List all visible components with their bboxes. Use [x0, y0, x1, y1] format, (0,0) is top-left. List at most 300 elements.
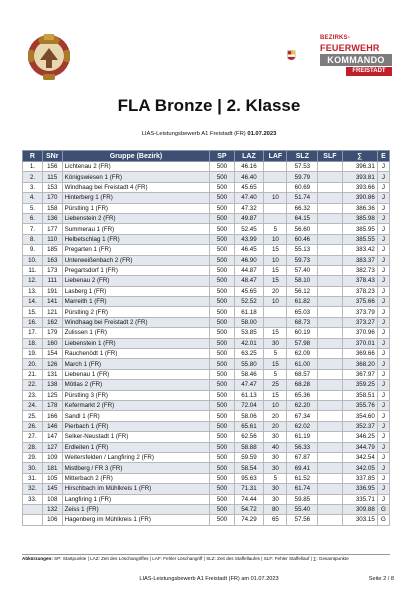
table-row [23, 369, 390, 379]
cell-col-e: J [377, 432, 389, 442]
cell-col-laz: 47.47 [234, 380, 264, 390]
cell-col-laf: 15 [264, 245, 287, 255]
table-row [23, 442, 390, 452]
cell-col-e: J [377, 245, 389, 255]
abbreviations-note [22, 554, 390, 561]
cell-col-e: J [377, 182, 389, 192]
cell-col-group: Pregarten 1 (FR) [62, 245, 210, 255]
table-row [23, 359, 390, 369]
cell-col-total: 373.79 [342, 307, 377, 317]
cell-col-laz: 58.46 [234, 369, 264, 379]
cell-col-total: 378.43 [342, 276, 377, 286]
cell-col-laz: 71.31 [234, 484, 264, 494]
cell-col-laf: 5 [264, 369, 287, 379]
cell-col-laf: 30 [264, 452, 287, 462]
cell-col-total: 370.96 [342, 328, 377, 338]
cell-col-start-number: 105 [42, 473, 62, 483]
cell-col-slz: 68.73 [287, 317, 318, 327]
cell-col-start-number: 147 [42, 432, 62, 442]
cell-col-start-number: 141 [42, 297, 62, 307]
cell-col-rank: 6. [23, 213, 43, 223]
cell-col-slz: 66.32 [287, 203, 318, 213]
cell-col-laf: 10 [264, 400, 287, 410]
cell-col-rank: 7. [23, 224, 43, 234]
table-row [23, 265, 390, 275]
table-row [23, 297, 390, 307]
cell-col-start-points: 500 [210, 234, 234, 244]
cell-col-laf: 65 [264, 515, 287, 525]
district-command-crest-icon [287, 34, 317, 78]
cell-col-total: 378.23 [342, 286, 377, 296]
cell-col-e: J [377, 234, 389, 244]
cell-col-slz: 56.60 [287, 224, 318, 234]
cell-col-start-points: 500 [210, 421, 234, 431]
cell-col-slz: 59.85 [287, 494, 318, 504]
cell-col-rank: 15. [23, 307, 43, 317]
fire-brigade-emblem-logo [24, 26, 74, 84]
cell-col-slz: 68.57 [287, 369, 318, 379]
table-body [23, 162, 390, 526]
cell-col-slf [318, 411, 342, 421]
header-col-rank: R [23, 151, 43, 162]
cell-col-slf [318, 400, 342, 410]
cell-col-laz: 61.18 [234, 307, 264, 317]
table-row [23, 473, 390, 483]
cell-col-slf [318, 162, 342, 172]
cell-col-total: 383.42 [342, 245, 377, 255]
page-title: FLA Bronze | 2. Klasse [117, 96, 301, 115]
cell-col-group: Hagenberg im Mühlkreis 1 (FR) [62, 515, 210, 525]
cell-col-laf: 30 [264, 338, 287, 348]
cell-col-group: Kefermarkt 2 (FR) [62, 400, 210, 410]
cell-col-start-number: 179 [42, 328, 62, 338]
cell-col-rank [23, 515, 43, 525]
cell-col-group: Selker-Neustadt 1 (FR) [62, 432, 210, 442]
cell-col-rank: 31. [23, 473, 43, 483]
table-row [23, 224, 390, 234]
cell-col-group: Sandl 1 (FR) [62, 411, 210, 421]
cell-col-start-points: 500 [210, 203, 234, 213]
table-row [23, 255, 390, 265]
cell-col-e: J [377, 452, 389, 462]
cell-col-total: 336.95 [342, 484, 377, 494]
cell-col-rank: 27. [23, 432, 43, 442]
cell-col-e: J [377, 484, 389, 494]
cell-col-laz: 58.54 [234, 463, 264, 473]
cell-col-start-points: 500 [210, 265, 234, 275]
table-row [23, 452, 390, 462]
table-row [23, 432, 390, 442]
cell-col-group: Erdleiten 1 (FR) [62, 442, 210, 452]
cell-col-start-points: 500 [210, 213, 234, 223]
cell-col-laf: 30 [264, 494, 287, 504]
cell-col-group: Pürstling 3 (FR) [62, 390, 210, 400]
cell-col-rank: 13. [23, 286, 43, 296]
cell-col-total: 373.27 [342, 317, 377, 327]
cell-col-total: 342.54 [342, 452, 377, 462]
cell-col-laz: 46.90 [234, 255, 264, 265]
table-row [23, 400, 390, 410]
cell-col-start-number: 106 [42, 515, 62, 525]
cell-col-laf [264, 182, 287, 192]
table-row [23, 411, 390, 421]
cell-col-total: 342.05 [342, 463, 377, 473]
cell-col-start-points: 500 [210, 369, 234, 379]
cell-col-laz: 58.06 [234, 411, 264, 421]
cell-col-laz: 46.16 [234, 162, 264, 172]
cell-col-rank: 11. [23, 265, 43, 275]
cell-col-start-number: 170 [42, 193, 62, 203]
cell-col-rank: 12. [23, 276, 43, 286]
cell-col-slz: 60.69 [287, 182, 318, 192]
cell-col-laz: 65.61 [234, 421, 264, 431]
cell-col-slz: 55.40 [287, 504, 318, 514]
cell-col-slf [318, 359, 342, 369]
cell-col-laf: 20 [264, 411, 287, 421]
cell-col-total: 370.01 [342, 338, 377, 348]
cell-col-start-number: 154 [42, 349, 62, 359]
cell-col-start-points: 500 [210, 390, 234, 400]
cell-col-start-number: 138 [42, 380, 62, 390]
cell-col-total: 368.20 [342, 359, 377, 369]
cell-col-total: 303.15 [342, 515, 377, 525]
cell-col-start-number: 185 [42, 245, 62, 255]
cell-col-group: Lichtenau 2 (FR) [62, 162, 210, 172]
cell-col-total: 369.66 [342, 349, 377, 359]
cell-col-slz: 62.02 [287, 421, 318, 431]
cell-col-rank: 23. [23, 390, 43, 400]
cell-col-total: 346.25 [342, 432, 377, 442]
cell-col-group: Liebenau 1 (FR) [62, 369, 210, 379]
cell-col-slz: 59.79 [287, 172, 318, 182]
cell-col-start-number: 177 [42, 224, 62, 234]
cell-col-rank: 4. [23, 193, 43, 203]
table-row [23, 276, 390, 286]
cell-col-e: J [377, 193, 389, 203]
cell-col-slf [318, 338, 342, 348]
cell-col-e: J [377, 203, 389, 213]
cell-col-start-number: 126 [42, 359, 62, 369]
cell-col-laz: 47.40 [234, 193, 264, 203]
cell-col-total: 309.88 [342, 504, 377, 514]
cell-col-e: G [377, 504, 389, 514]
cell-col-slz: 55.13 [287, 245, 318, 255]
brand-small-label: BEZIRKS- [320, 35, 350, 41]
district-command-brand [320, 34, 392, 78]
cell-col-start-points: 500 [210, 317, 234, 327]
cell-col-laz: 95.63 [234, 473, 264, 483]
cell-col-e: J [377, 390, 389, 400]
cell-col-laz: 49.87 [234, 213, 264, 223]
cell-col-start-points: 500 [210, 515, 234, 525]
header-col-e: E [377, 151, 389, 162]
cell-col-laf [264, 203, 287, 213]
cell-col-laf: 20 [264, 286, 287, 296]
cell-col-start-points: 500 [210, 473, 234, 483]
cell-col-total: 382.73 [342, 265, 377, 275]
table-row [23, 245, 390, 255]
cell-col-e: J [377, 338, 389, 348]
table-row [23, 172, 390, 182]
cell-col-rank: 30. [23, 463, 43, 473]
subtitle-prefix: LIAS-Leistungsbewerb A1 Freistadt (FR) [141, 131, 246, 137]
cell-col-group: March 1 (FR) [62, 359, 210, 369]
table-row [23, 484, 390, 494]
cell-col-laf: 80 [264, 504, 287, 514]
cell-col-slz: 56.33 [287, 442, 318, 452]
cell-col-laf: 20 [264, 421, 287, 431]
header-col-slf: SLF [318, 151, 342, 162]
cell-col-start-points: 500 [210, 504, 234, 514]
cell-col-e: J [377, 463, 389, 473]
cell-col-start-number: 115 [42, 172, 62, 182]
cell-col-group: Pürstling 1 (FR) [62, 203, 210, 213]
cell-col-start-number: 153 [42, 182, 62, 192]
cell-col-total: 390.86 [342, 193, 377, 203]
cell-col-rank: 18. [23, 338, 43, 348]
cell-col-laf: 30 [264, 432, 287, 442]
cell-col-slz: 61.52 [287, 473, 318, 483]
cell-col-slz: 57.98 [287, 338, 318, 348]
cell-col-laf: 5 [264, 349, 287, 359]
cell-col-rank: 21. [23, 369, 43, 379]
cell-col-laz: 46.40 [234, 172, 264, 182]
cell-col-group: Königswiesen 1 (FR) [62, 172, 210, 182]
cell-col-slf [318, 463, 342, 473]
cell-col-laf [264, 307, 287, 317]
cell-col-group: Lasberg 1 (FR) [62, 286, 210, 296]
cell-col-e: J [377, 349, 389, 359]
header-col-laz: LAZ [234, 151, 264, 162]
cell-col-laz: 62.56 [234, 432, 264, 442]
cell-col-group: Zulissen 1 (FR) [62, 328, 210, 338]
cell-col-slf [318, 494, 342, 504]
cell-col-slz: 61.74 [287, 484, 318, 494]
table-row [23, 390, 390, 400]
cell-col-e: J [377, 213, 389, 223]
table-row [23, 338, 390, 348]
cell-col-laz: 46.45 [234, 245, 264, 255]
cell-col-start-points: 500 [210, 463, 234, 473]
cell-col-e: J [377, 276, 389, 286]
cell-col-e: J [377, 286, 389, 296]
cell-col-total: 359.25 [342, 380, 377, 390]
cell-col-e: J [377, 162, 389, 172]
cell-col-slf [318, 421, 342, 431]
table-row [23, 380, 390, 390]
note-text: SP: Startpunkte | LAZ: Zeit des Löschangriffes | LAF: Fehler Löschangriff | SLZ: Zeit des Staffellaufes | SLF: Fehler Staffellauf | ∑: Gesamtpunkte [54, 556, 349, 561]
cell-col-slf [318, 203, 342, 213]
cell-col-e: J [377, 172, 389, 182]
cell-col-group: Windhaag bei Freistadt 2 (FR) [62, 317, 210, 327]
cell-col-start-number: 121 [42, 307, 62, 317]
cell-col-laf: 15 [264, 265, 287, 275]
cell-col-slz: 57.56 [287, 515, 318, 525]
cell-col-total: 393.81 [342, 172, 377, 182]
cell-col-start-points: 500 [210, 224, 234, 234]
cell-col-rank [23, 504, 43, 514]
cell-col-slf [318, 317, 342, 327]
cell-col-slf [318, 432, 342, 442]
header-col-start-points: SP [210, 151, 234, 162]
cell-col-laf: 10 [264, 297, 287, 307]
header-col-start-number: SNr [42, 151, 62, 162]
cell-col-group: Pierbach 1 (FR) [62, 421, 210, 431]
cell-col-start-points: 500 [210, 400, 234, 410]
cell-col-start-number: 166 [42, 411, 62, 421]
cell-col-start-number: 156 [42, 162, 62, 172]
cell-col-start-points: 500 [210, 380, 234, 390]
cell-col-e: J [377, 400, 389, 410]
cell-col-start-number: 158 [42, 203, 62, 213]
header-col-total: ∑ [342, 151, 377, 162]
cell-col-group: Liebenau 2 (FR) [62, 276, 210, 286]
cell-col-total: 355.76 [342, 400, 377, 410]
cell-col-start-number: 132 [42, 504, 62, 514]
cell-col-start-number: 127 [42, 442, 62, 452]
cell-col-start-points: 500 [210, 276, 234, 286]
footer-center: LIAS-Leistungsbewerb A1 Freistadt (FR) am 01.07.2023 [139, 576, 279, 582]
cell-col-group: Summerau 1 (FR) [62, 224, 210, 234]
cell-col-start-points: 500 [210, 297, 234, 307]
cell-col-slf [318, 172, 342, 182]
cell-col-e: J [377, 265, 389, 275]
cell-col-laz: 58.88 [234, 442, 264, 452]
cell-col-slz: 65.03 [287, 307, 318, 317]
cell-col-total: 385.98 [342, 213, 377, 223]
cell-col-group: Zeiss 1 (FR) [62, 504, 210, 514]
cell-col-e: G [377, 515, 389, 525]
table-row [23, 162, 390, 172]
cell-col-start-number: 110 [42, 234, 62, 244]
cell-col-rank: 33. [23, 494, 43, 504]
cell-col-laz: 74.44 [234, 494, 264, 504]
cell-col-start-points: 500 [210, 452, 234, 462]
cell-col-start-points: 500 [210, 182, 234, 192]
table-row [23, 234, 390, 244]
table-header-row [23, 151, 390, 162]
cell-col-slf [318, 286, 342, 296]
table-row [23, 213, 390, 223]
cell-col-laf: 10 [264, 234, 287, 244]
cell-col-slz: 69.41 [287, 463, 318, 473]
cell-col-laf: 5 [264, 473, 287, 483]
cell-col-group: Hirschbach im Mühlkreis 1 (FR) [62, 484, 210, 494]
cell-col-laf: 15 [264, 276, 287, 286]
table-row [23, 463, 390, 473]
cell-col-laz: 52.52 [234, 297, 264, 307]
cell-col-rank: 19. [23, 349, 43, 359]
cell-col-start-number: 160 [42, 338, 62, 348]
cell-col-rank: 22. [23, 380, 43, 390]
table-row [23, 182, 390, 192]
cell-col-slz: 60.46 [287, 234, 318, 244]
cell-col-e: J [377, 297, 389, 307]
cell-col-laz: 63.25 [234, 349, 264, 359]
cell-col-laz: 53.85 [234, 328, 264, 338]
cell-col-group: Mistlberg / FR 3 (FR) [62, 463, 210, 473]
cell-col-laf: 15 [264, 328, 287, 338]
cell-col-rank: 8. [23, 234, 43, 244]
cell-col-group: Windhaag bei Freistadt 4 (FR) [62, 182, 210, 192]
cell-col-total: 335.71 [342, 494, 377, 504]
cell-col-start-points: 500 [210, 193, 234, 203]
table-row [23, 504, 390, 514]
table-row [23, 421, 390, 431]
cell-col-e: J [377, 473, 389, 483]
cell-col-rank: 32. [23, 484, 43, 494]
cell-col-slf [318, 484, 342, 494]
cell-col-laf: 30 [264, 463, 287, 473]
cell-col-laz: 43.99 [234, 234, 264, 244]
cell-col-slz: 59.73 [287, 255, 318, 265]
cell-col-rank: 10. [23, 255, 43, 265]
cell-col-slf [318, 307, 342, 317]
cell-col-slf [318, 297, 342, 307]
cell-col-laf [264, 162, 287, 172]
cell-col-laz: 47.32 [234, 203, 264, 213]
cell-col-group: Liebenstein 2 (FR) [62, 213, 210, 223]
cell-col-start-points: 500 [210, 328, 234, 338]
cell-col-rank: 1. [23, 162, 43, 172]
cell-col-laz: 61.13 [234, 390, 264, 400]
cell-col-rank: 9. [23, 245, 43, 255]
cell-col-laz: 54.72 [234, 504, 264, 514]
cell-col-start-points: 500 [210, 255, 234, 265]
cell-col-total: 386.36 [342, 203, 377, 213]
cell-col-start-points: 500 [210, 359, 234, 369]
table-row [23, 494, 390, 504]
cell-col-group: Weitersfelden / Langfiring 2 (FR) [62, 452, 210, 462]
cell-col-laf [264, 172, 287, 182]
cell-col-slf [318, 245, 342, 255]
cell-col-start-number: 146 [42, 421, 62, 431]
table-row [23, 307, 390, 317]
cell-col-total: 375.66 [342, 297, 377, 307]
cell-col-slf [318, 504, 342, 514]
cell-col-group: Rauchenödt 1 (FR) [62, 349, 210, 359]
cell-col-rank: 26. [23, 421, 43, 431]
page-number: Seite 2 / 8 [368, 576, 394, 582]
cell-col-group: Helbetschlag 1 (FR) [62, 234, 210, 244]
cell-col-laz: 58.00 [234, 317, 264, 327]
cell-col-slz: 60.19 [287, 328, 318, 338]
cell-col-total: 344.79 [342, 442, 377, 452]
cell-col-e: J [377, 421, 389, 431]
cell-col-e: J [377, 494, 389, 504]
subtitle [0, 131, 418, 137]
cell-col-group: Mitterbach 2 (FR) [62, 473, 210, 483]
cell-col-e: J [377, 380, 389, 390]
cell-col-start-number: 163 [42, 255, 62, 265]
cell-col-start-points: 500 [210, 349, 234, 359]
header-col-group: Gruppe (Bezirk) [62, 151, 210, 162]
cell-col-group: Langfiring 1 (FR) [62, 494, 210, 504]
cell-col-slf [318, 224, 342, 234]
cell-col-e: J [377, 224, 389, 234]
cell-col-slf [318, 452, 342, 462]
cell-col-start-points: 500 [210, 494, 234, 504]
cell-col-start-number: 181 [42, 463, 62, 473]
cell-col-rank: 2. [23, 172, 43, 182]
cell-col-total: 385.55 [342, 234, 377, 244]
table-row [23, 286, 390, 296]
cell-col-start-number: 145 [42, 484, 62, 494]
cell-col-start-number: 125 [42, 390, 62, 400]
cell-col-slf [318, 380, 342, 390]
table-row [23, 193, 390, 203]
header-col-slz: SLZ [287, 151, 318, 162]
